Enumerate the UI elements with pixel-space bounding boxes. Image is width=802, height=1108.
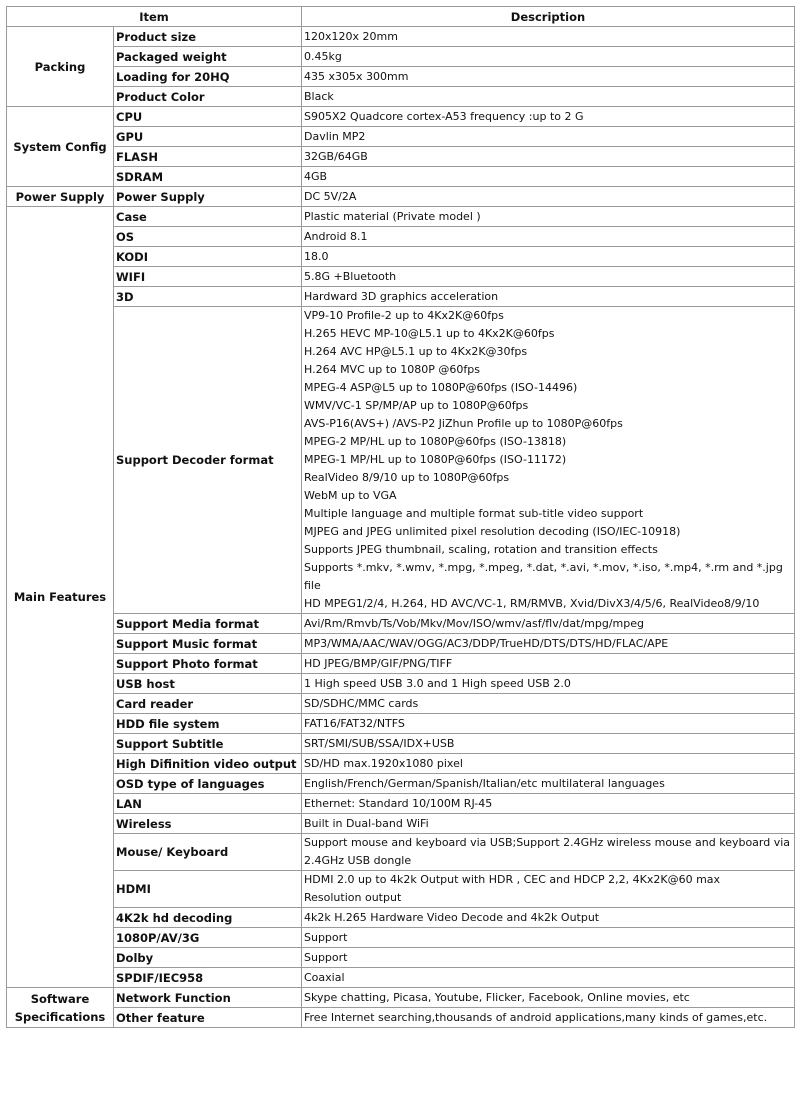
item-label: 4K2k hd decoding bbox=[114, 908, 302, 928]
description-cell bbox=[302, 674, 795, 694]
table-row bbox=[7, 634, 795, 654]
table-row bbox=[7, 871, 795, 908]
description-line: Supports *.mkv, *.wmv, *.mpg, *.mpeg, *.dat, *.avi, *.mov, *.iso, *.mp4, *.rm and *.jpg bbox=[304, 561, 783, 574]
description-cell bbox=[302, 267, 795, 287]
item-label: Wireless bbox=[114, 814, 302, 834]
table-row bbox=[7, 307, 795, 614]
item-label: Mouse/ Keyboard bbox=[114, 834, 302, 871]
description-cell bbox=[302, 871, 795, 908]
description-line: MPEG-2 MP/HL up to 1080P@60fps (ISO-13818) bbox=[304, 435, 567, 448]
table-row bbox=[7, 227, 795, 247]
description-line: 435 x305x 300mm bbox=[304, 69, 409, 83]
item-label: HDMI bbox=[114, 871, 302, 908]
description-cell bbox=[302, 774, 795, 794]
description-cell bbox=[302, 247, 795, 267]
table-row bbox=[7, 968, 795, 988]
group-label: Power Supply bbox=[7, 187, 114, 207]
table-row bbox=[7, 814, 795, 834]
table-row bbox=[7, 147, 795, 167]
item-label: Network Function bbox=[114, 988, 302, 1008]
item-label: LAN bbox=[114, 794, 302, 814]
description-cell bbox=[302, 87, 795, 107]
table-row bbox=[7, 267, 795, 287]
description-cell bbox=[302, 908, 795, 928]
description-line: Hardward 3D graphics acceleration bbox=[304, 289, 499, 303]
table-row bbox=[7, 287, 795, 307]
description-cell bbox=[302, 147, 795, 167]
description-line: 5.8G +Bluetooth bbox=[304, 269, 397, 283]
item-label: Power Supply bbox=[114, 187, 302, 207]
description-cell bbox=[302, 928, 795, 948]
table-row bbox=[7, 87, 795, 107]
description-line: 4k2k H.265 Hardware Video Decode and 4k2k Output bbox=[304, 910, 600, 924]
table-row bbox=[7, 908, 795, 928]
description-line: RealVideo 8/9/10 up to 1080P@60fps bbox=[304, 471, 510, 484]
description-cell bbox=[302, 754, 795, 774]
description-cell bbox=[302, 167, 795, 187]
table-row bbox=[7, 247, 795, 267]
table-row bbox=[7, 988, 795, 1008]
table-row bbox=[7, 774, 795, 794]
table-row bbox=[7, 694, 795, 714]
description-line: file bbox=[304, 579, 321, 592]
item-label: Card reader bbox=[114, 694, 302, 714]
description-line: Supports JPEG thumbnail, scaling, rotation and transition effects bbox=[304, 543, 658, 556]
description-line: 120x120x 20mm bbox=[304, 29, 398, 43]
table-row bbox=[7, 794, 795, 814]
table-row bbox=[7, 654, 795, 674]
description-line: 2.4GHz USB dongle bbox=[304, 854, 412, 867]
description-line: H.264 MVC up to 1080P @60fps bbox=[304, 363, 480, 376]
description-cell bbox=[302, 948, 795, 968]
description-line: Free Internet searching,thousands of android applications,many kinds of games,etc. bbox=[304, 1010, 768, 1024]
item-label: Product size bbox=[114, 27, 302, 47]
description-line: Support mouse and keyboard via USB;Support 2.4GHz wireless mouse and keyboard via bbox=[304, 836, 791, 849]
group-label: System Config bbox=[7, 107, 114, 187]
description-line: MP3/WMA/AAC/WAV/OGG/AC3/DDP/TrueHD/DTS/DTS/HD/FLAC/APE bbox=[304, 636, 669, 650]
table-row bbox=[7, 928, 795, 948]
description-line: HD JPEG/BMP/GIF/PNG/TIFF bbox=[304, 656, 453, 670]
description-line: Ethernet: Standard 10/100M RJ-45 bbox=[304, 796, 493, 810]
item-label: OSD type of languages bbox=[114, 774, 302, 794]
description-line: Support bbox=[304, 930, 348, 944]
table-row bbox=[7, 67, 795, 87]
description-line: H.265 HEVC MP-10@L5.1 up to 4Kx2K@60fps bbox=[304, 327, 555, 340]
table-row bbox=[7, 27, 795, 47]
description-line: FAT16/FAT32/NTFS bbox=[304, 716, 405, 730]
item-label: FLASH bbox=[114, 147, 302, 167]
description-cell bbox=[302, 287, 795, 307]
item-label: Other feature bbox=[114, 1008, 302, 1028]
table-row bbox=[7, 47, 795, 67]
spec-body bbox=[7, 27, 795, 1028]
table-row bbox=[7, 167, 795, 187]
item-label: Support Music format bbox=[114, 634, 302, 654]
description-cell bbox=[302, 814, 795, 834]
description-line: Multiple language and multiple format sub-title video support bbox=[304, 507, 644, 520]
spec-table bbox=[6, 6, 795, 1028]
header-item: Item bbox=[7, 7, 302, 27]
description-line: SRT/SMI/SUB/SSA/IDX+USB bbox=[304, 736, 455, 750]
description-line: Coaxial bbox=[304, 970, 345, 984]
item-label: HDD file system bbox=[114, 714, 302, 734]
item-label: Case bbox=[114, 207, 302, 227]
description-cell bbox=[302, 227, 795, 247]
description-line: HDMI 2.0 up to 4k2k Output with HDR , CEC and HDCP 2,2, 4Kx2K@60 max bbox=[304, 873, 721, 886]
item-label: Support Photo format bbox=[114, 654, 302, 674]
table-row bbox=[7, 754, 795, 774]
description-line: 4GB bbox=[304, 169, 328, 183]
description-line: English/French/German/Spanish/Italian/etc multilateral languages bbox=[304, 776, 665, 790]
description-line: S905X2 Quadcore cortex-A53 frequency :up to 2 G bbox=[304, 109, 584, 123]
description-line: VP9-10 Profile-2 up to 4Kx2K@60fps bbox=[304, 309, 504, 322]
description-line: MJPEG and JPEG unlimited pixel resolution decoding (ISO/IEC-10918) bbox=[304, 525, 681, 538]
description-cell bbox=[302, 27, 795, 47]
description-line: Davlin MP2 bbox=[304, 129, 366, 143]
description-cell bbox=[302, 207, 795, 227]
description-cell bbox=[302, 107, 795, 127]
table-row bbox=[7, 834, 795, 871]
item-label: Packaged weight bbox=[114, 47, 302, 67]
item-label: KODI bbox=[114, 247, 302, 267]
group-label: Packing bbox=[7, 27, 114, 107]
item-label: OS bbox=[114, 227, 302, 247]
description-line: MPEG-1 MP/HL up to 1080P@60fps (ISO-11172) bbox=[304, 453, 567, 466]
item-label: Dolby bbox=[114, 948, 302, 968]
description-line: Built in Dual-band WiFi bbox=[304, 816, 429, 830]
description-line: 18.0 bbox=[304, 249, 329, 263]
item-label: SDRAM bbox=[114, 167, 302, 187]
description-line: Avi/Rm/Rmvb/Ts/Vob/Mkv/Mov/ISO/wmv/asf/flv/dat/mpg/mpeg bbox=[304, 616, 645, 630]
item-label: WIFI bbox=[114, 267, 302, 287]
item-label: Product Color bbox=[114, 87, 302, 107]
description-line: MPEG-4 ASP@L5 up to 1080P@60fps (ISO-14496) bbox=[304, 381, 578, 394]
description-line: Skype chatting, Picasa, Youtube, Flicker, Facebook, Online movies, etc bbox=[304, 990, 690, 1004]
description-line: WMV/VC-1 SP/MP/AP up to 1080P@60fps bbox=[304, 399, 529, 412]
description-cell bbox=[302, 694, 795, 714]
description-line: Black bbox=[304, 89, 334, 103]
table-row bbox=[7, 207, 795, 227]
table-row bbox=[7, 734, 795, 754]
table-row bbox=[7, 127, 795, 147]
description-cell bbox=[302, 127, 795, 147]
description-cell bbox=[302, 834, 795, 871]
group-label: Main Features bbox=[7, 207, 114, 988]
group-label: Software Specifications bbox=[7, 988, 114, 1028]
header-description: Description bbox=[302, 7, 795, 27]
description-cell bbox=[302, 968, 795, 988]
description-cell bbox=[302, 988, 795, 1008]
description-line: Resolution output bbox=[304, 891, 402, 904]
table-row bbox=[7, 714, 795, 734]
table-row bbox=[7, 107, 795, 127]
description-cell bbox=[302, 734, 795, 754]
item-label: Support Decoder format bbox=[114, 307, 302, 614]
description-cell bbox=[302, 1008, 795, 1028]
description-line: Plastic material (Private model ) bbox=[304, 209, 481, 223]
header-row bbox=[7, 7, 795, 27]
item-label: High Difinition video output bbox=[114, 754, 302, 774]
description-cell bbox=[302, 307, 795, 614]
description-line: SD/SDHC/MMC cards bbox=[304, 696, 419, 710]
description-line: AVS-P16(AVS+) /AVS-P2 JiZhun Profile up to 1080P@60fps bbox=[304, 417, 623, 430]
description-cell bbox=[302, 714, 795, 734]
description-line: Support bbox=[304, 950, 348, 964]
description-line: SD/HD max.1920x1080 pixel bbox=[304, 756, 463, 770]
table-row bbox=[7, 674, 795, 694]
description-line: 32GB/64GB bbox=[304, 149, 368, 163]
description-line: HD MPEG1/2/4, H.264, HD AVC/VC-1, RM/RMVB, Xvid/DivX3/4/5/6, RealVideo8/9/10 bbox=[304, 597, 760, 610]
description-line: WebM up to VGA bbox=[304, 489, 397, 502]
table-row bbox=[7, 614, 795, 634]
table-row bbox=[7, 1008, 795, 1028]
description-line: 1 High speed USB 3.0 and 1 High speed USB 2.0 bbox=[304, 676, 571, 690]
description-cell bbox=[302, 654, 795, 674]
item-label: Support Subtitle bbox=[114, 734, 302, 754]
description-cell bbox=[302, 794, 795, 814]
item-label: 1080P/AV/3G bbox=[114, 928, 302, 948]
description-cell bbox=[302, 187, 795, 207]
description-cell bbox=[302, 634, 795, 654]
description-line: Android 8.1 bbox=[304, 229, 368, 243]
item-label: USB host bbox=[114, 674, 302, 694]
description-cell bbox=[302, 47, 795, 67]
description-line: DC 5V/2A bbox=[304, 189, 357, 203]
description-line: H.264 AVC HP@L5.1 up to 4Kx2K@30fps bbox=[304, 345, 528, 358]
item-label: Support Media format bbox=[114, 614, 302, 634]
table-row bbox=[7, 187, 795, 207]
item-label: GPU bbox=[114, 127, 302, 147]
description-line: 0.45kg bbox=[304, 49, 342, 63]
item-label: Loading for 20HQ bbox=[114, 67, 302, 87]
item-label: CPU bbox=[114, 107, 302, 127]
item-label: SPDIF/IEC958 bbox=[114, 968, 302, 988]
description-cell bbox=[302, 67, 795, 87]
table-row bbox=[7, 948, 795, 968]
item-label: 3D bbox=[114, 287, 302, 307]
description-cell bbox=[302, 614, 795, 634]
